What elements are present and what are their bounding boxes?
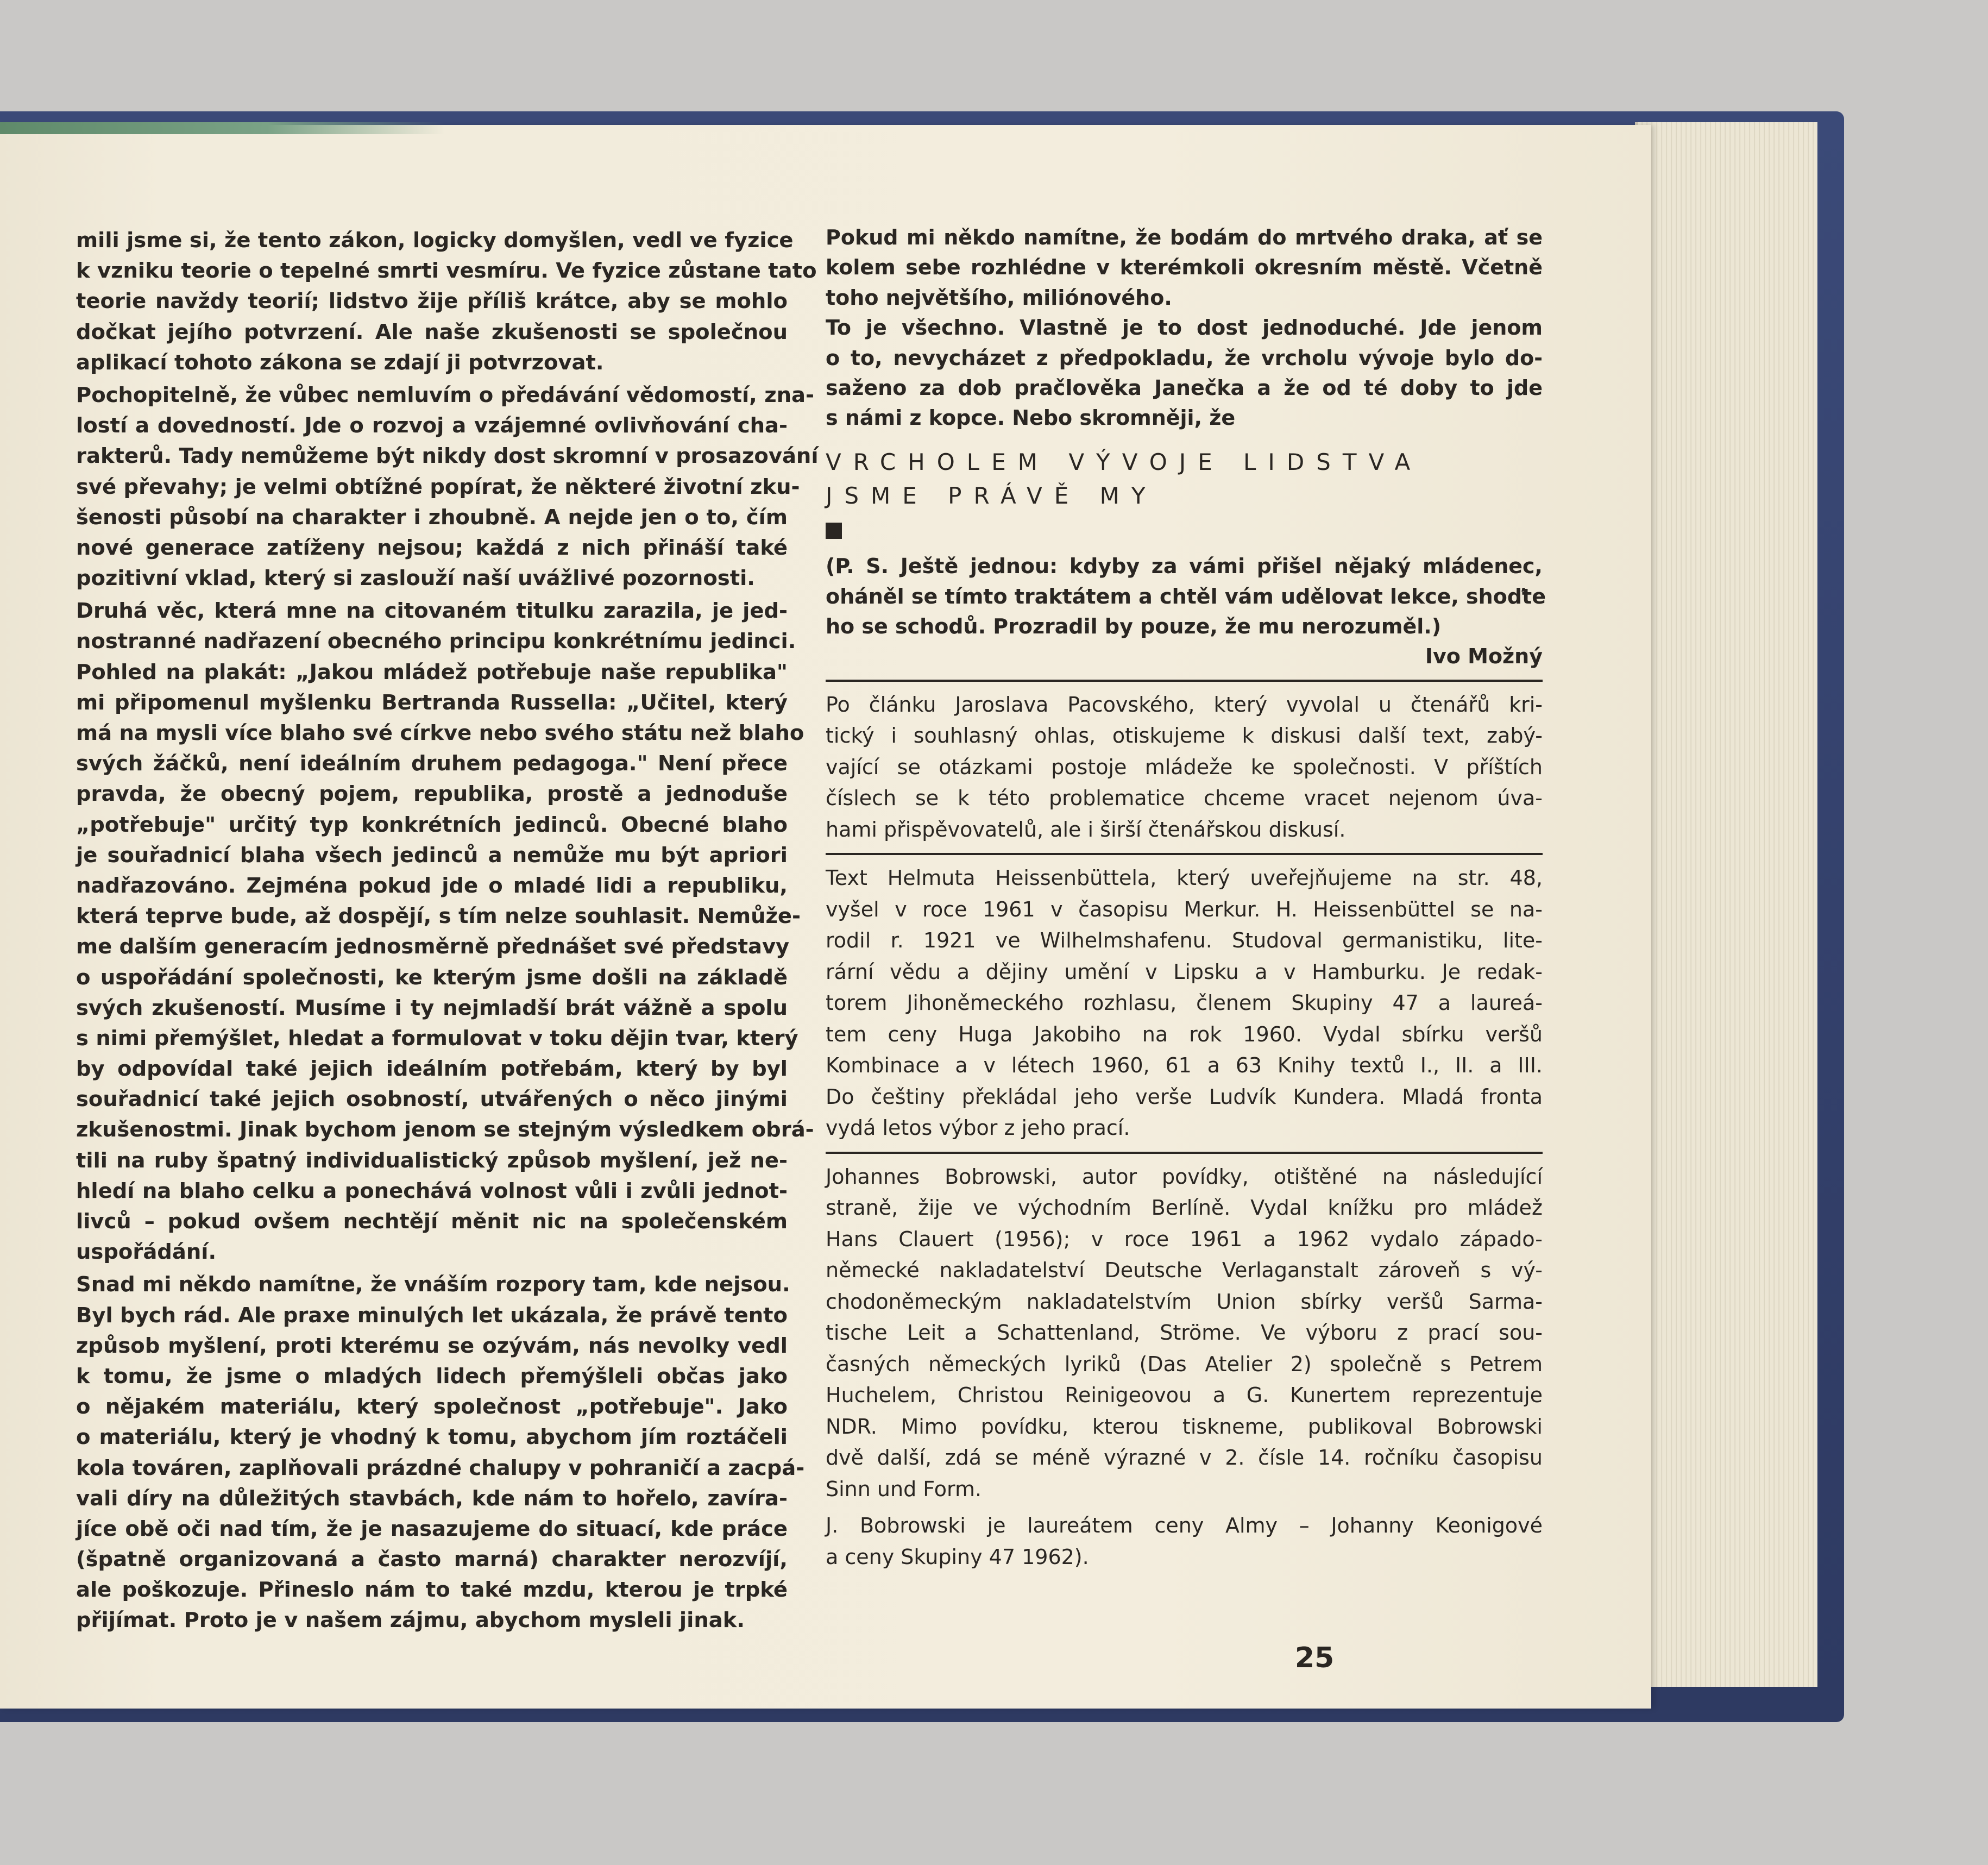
text-line: J. Bobrowski je laureátem ceny Almy – Johanny Keonigové <box>826 1514 1543 1538</box>
text-line: vydá letos výbor z jeho prací. <box>826 1116 1130 1140</box>
text-line: ho se schodů. Prozradil by pouze, že mu nerozuměl.) <box>826 614 1442 638</box>
text-line: tili na ruby špatný individualistický způsob myšlení, jež ne- <box>76 1148 788 1173</box>
text-line: tem ceny Huga Jakobiho na rok 1960. Vydal sbírku veršů <box>826 1022 1543 1046</box>
text-line: souřadnicí také jejich osobností, utvářených o něco jinými <box>76 1087 788 1112</box>
text-line: livců – pokud ovšem nechtějí měnit nic na společenském <box>76 1209 788 1234</box>
text-line: aplikací tohoto zákona se zdají ji potvrzovat. <box>76 350 604 375</box>
text-line: Byl bych rád. Ale praxe minulých let ukázala, že právě tento <box>76 1303 788 1328</box>
text-line: k vzniku teorie o tepelné smrti vesmíru. Ve fyzice zůstane tato <box>76 259 817 284</box>
text-line: torem Jihoněmeckého rozhlasu, členem Skupiny 47 a laureá- <box>826 991 1543 1015</box>
text-line: kola továren, zaplňovali prázdné chalupy v pohraničí a zacpá- <box>76 1455 805 1480</box>
postscript-paragraph <box>826 551 1546 642</box>
divider <box>826 853 1543 855</box>
right-text-column <box>826 223 1546 1573</box>
body-paragraph <box>76 380 819 594</box>
text-line: (P. S. Ještě jednou: kdyby za vámi přišel nějaký mládenec, <box>826 554 1543 579</box>
text-line: me dalším generacím jednosměrně přednášet své představy <box>76 934 790 959</box>
text-line: NDR. Mimo povídku, kterou tiskneme, publikoval Bobrowski <box>826 1414 1543 1439</box>
text-line: přijímat. Proto je v našem zájmu, abychom mysleli jinak. <box>76 1608 745 1633</box>
text-line: vali díry na důležitých stavbách, kde nám to hořelo, zavíra- <box>76 1486 788 1511</box>
text-line: vající se otázkami postoje mládeže ke společnosti. V příštích <box>826 755 1543 779</box>
text-line: zkušenostmi. Jinak bychom jenom se stejným výsledkem obrá- <box>76 1117 814 1142</box>
text-line: Pokud mi někdo namítne, že bodám do mrtvého draka, ať se <box>826 225 1543 249</box>
text-line: rodil r. 1921 ve Wilhelmshafenu. Studoval germanistiku, lite- <box>826 928 1543 953</box>
text-line: To je všechno. Vlastně je to dost jednoduché. Jde jenom <box>826 316 1543 340</box>
text-line: nadřazováno. Zejména pokud jde o mladé lidi a republiku, <box>76 873 788 898</box>
text-line: tický i souhlasný ohlas, otiskujeme k diskusi další text, zabý- <box>826 724 1543 748</box>
text-line: teorie navždy teorií; lidstvo žije příliš krátce, aby se mohlo <box>76 289 788 314</box>
divider <box>826 1152 1543 1154</box>
text-line: o uspořádání společnosti, ke kterým jsme došli na základě <box>76 965 788 990</box>
text-line: chodoněmeckým nakladatelstvím Union sbírky veršů Sarma- <box>826 1289 1543 1314</box>
text-line: vyšel v roce 1961 v časopisu Merkur. H. Heissenbüttel se na- <box>826 897 1543 921</box>
text-line: číslech se k této problematice chceme vracet nejenom úva- <box>826 786 1543 811</box>
headline-line-2: JSME PRÁVĚ MY <box>826 482 1157 509</box>
text-line: Sinn und Form. <box>826 1477 982 1501</box>
body-paragraph <box>76 1270 805 1636</box>
text-line: Pochopitelně, že vůbec nemluvím o předávání vědomostí, zna- <box>76 382 814 407</box>
editorial-note-1 <box>826 689 1543 846</box>
author-signature: Ivo Možný <box>1425 644 1543 669</box>
text-line: Do češtiny překládal jeho verše Ludvík Kundera. Mladá fronta <box>826 1084 1543 1109</box>
text-line: má na mysli více blaho své církve nebo svého státu než blaho <box>76 721 804 745</box>
previous-page-edge <box>0 122 445 134</box>
text-line: saženo za dob pračlověka Janečka a že od té doby to jde <box>826 375 1543 400</box>
text-line: toho největšího, miliónového. <box>826 285 1172 310</box>
text-line: uspořádání. <box>76 1240 217 1265</box>
text-line: Johannes Bobrowski, autor povídky, otištěné na následující <box>826 1164 1543 1189</box>
text-line: rární vědu a dějiny umění v Lipsku a v Hamburku. Je redak- <box>826 959 1543 984</box>
body-paragraph <box>76 225 817 378</box>
text-line: lostí a dovedností. Jde o rozvoj a vzájemné ovlivňování cha- <box>76 413 788 438</box>
text-line: Hans Clauert (1956); v roce 1961 a 1962 vydalo západo- <box>826 1227 1543 1251</box>
text-line: tische Leit a Schattenland, Ströme. Ve výboru z prací sou- <box>826 1321 1543 1345</box>
text-line: k tomu, že jsme o mladých lidech přemýšleli občas jako <box>76 1364 788 1389</box>
left-text-column <box>76 225 819 1638</box>
text-line: pozitivní vklad, který si zaslouží naší uvážlivé pozornosti. <box>76 566 755 591</box>
text-line: o to, nevycházet z předpokladu, že vrcholu vývoje bylo do- <box>826 346 1543 370</box>
editorial-note-4 <box>826 1510 1543 1573</box>
text-line: hami přispěvovatelů, ale i širší čtenářskou diskusí. <box>826 817 1346 842</box>
text-line: způsob myšlení, proti kterému se ozývám, nás nevolky vedl <box>76 1333 788 1358</box>
headline <box>826 445 1543 513</box>
text-line: hledí na blaho celku a ponechává volnost vůli i zvůli jednot- <box>76 1178 788 1203</box>
text-line: své převahy; je velmi obtížné popírat, že některé životní zku- <box>76 474 800 499</box>
end-mark-square-icon <box>826 523 842 539</box>
text-line: Snad mi někdo namítne, že vnáším rozpory tam, kde nejsou. <box>76 1272 790 1297</box>
text-line: straně, žije ve východním Berlíně. Vydal knížku pro mládež <box>826 1196 1543 1220</box>
text-line: dvě další, zdá se méně výrazné v 2. čísle 14. ročníku časopisu <box>826 1446 1543 1470</box>
text-line: ale poškozuje. Přineslo nám to také mzdu, kterou je trpké <box>76 1578 788 1603</box>
text-line: německé nakladatelství Deutsche Verlaganstalt zároveň s vý- <box>826 1258 1543 1283</box>
intro-paragraph <box>826 223 1543 313</box>
text-line: svých zkušeností. Musíme i ty nejmladší brát vážně a spolu <box>76 995 788 1020</box>
text-line: „potřebuje" určitý typ konkrétních jedinců. Obecné blaho <box>76 812 788 837</box>
text-line: která teprve bude, až dospějí, s tím nelze souhlasit. Nemůže- <box>76 904 801 929</box>
divider <box>826 680 1543 682</box>
text-line: nové generace zatíženy nejsou; každá z nich přináší také <box>76 535 788 560</box>
text-line: s nimi přemýšlet, hledat a formulovat v toku dějin tvar, který <box>76 1026 798 1051</box>
text-line: kolem sebe rozhlédne v kterémkoli okresním městě. Včetně <box>826 255 1543 280</box>
text-line: a ceny Skupiny 47 1962). <box>826 1544 1089 1569</box>
text-line: mi připomenul myšlenku Bertranda Russella: „Učitel, který <box>76 690 788 715</box>
page-number: 25 <box>1294 1642 1335 1674</box>
text-line: nostranné nadřazení obecného principu konkrétnímu jedinci. <box>76 629 796 654</box>
text-line: Po článku Jaroslava Pacovského, který vyvolal u čtenářů kri- <box>826 692 1543 717</box>
text-line: svých žáčků, není ideálním druhem pedagoga." Není přece <box>76 751 788 776</box>
text-line: Druhá věc, která mne na citovaném titulku zarazila, je jed- <box>76 599 788 624</box>
text-line: s námi z kopce. Nebo skromněji, že <box>826 406 1236 430</box>
intro-paragraph-2 <box>826 313 1543 434</box>
text-line: o nějakém materiálu, který společnost „potřebuje". Jako <box>76 1395 788 1420</box>
text-line: mili jsme si, že tento zákon, logicky domyšlen, vedl ve fyzice <box>76 228 794 253</box>
text-line: šenosti působí na charakter i zhoubně. A nejde jen o to, čím <box>76 505 788 530</box>
text-line: oháněl se tímto traktátem a chtěl vám udělovat lekce, shoďte <box>826 584 1546 608</box>
text-line: Pohled na plakát: „Jakou mládež potřebuje naše republika" <box>76 660 788 685</box>
text-line: rakterů. Tady nemůžeme být nikdy dost skromní v prosazování <box>76 444 819 469</box>
text-line: dočkat jejího potvrzení. Ale naše zkušenosti se společnou <box>76 319 788 344</box>
text-line: by odpovídal také jejich ideálním potřebám, který by byl <box>76 1057 788 1082</box>
text-line: Huchelem, Christou Reinigeovou a G. Kunertem reprezentuje <box>826 1383 1543 1408</box>
text-line: (špatně organizovaná a často marná) charakter nerozvíjí, <box>76 1547 788 1572</box>
text-line: je souřadnicí blaha všech jedinců a nemůže mu být apriori <box>76 843 788 868</box>
page-stack-edge <box>1635 122 1817 1687</box>
text-line: Text Helmuta Heissenbüttela, který uveřejňujeme na str. 48, <box>826 866 1543 890</box>
text-line: jíce obě oči nad tím, že je nasazujeme do situací, kde práce <box>76 1516 788 1541</box>
text-line: o materiálu, který je vhodný k tomu, abychom jím roztáčeli <box>76 1425 788 1450</box>
text-line: pravda, že obecný pojem, republika, prostě a jednoduše <box>76 782 788 807</box>
editorial-note-2 <box>826 863 1543 1144</box>
body-paragraph <box>76 596 814 1267</box>
text-line: Kombinace a v létech 1960, 61 a 63 Knihy textů I., II. a III. <box>826 1053 1543 1078</box>
text-line: časných německých lyriků (Das Atelier 2) společně s Petrem <box>826 1352 1543 1376</box>
headline-line-1: VRCHOLEM VÝVOJE LIDSTVA <box>826 448 1423 475</box>
editorial-note-3 <box>826 1161 1543 1505</box>
